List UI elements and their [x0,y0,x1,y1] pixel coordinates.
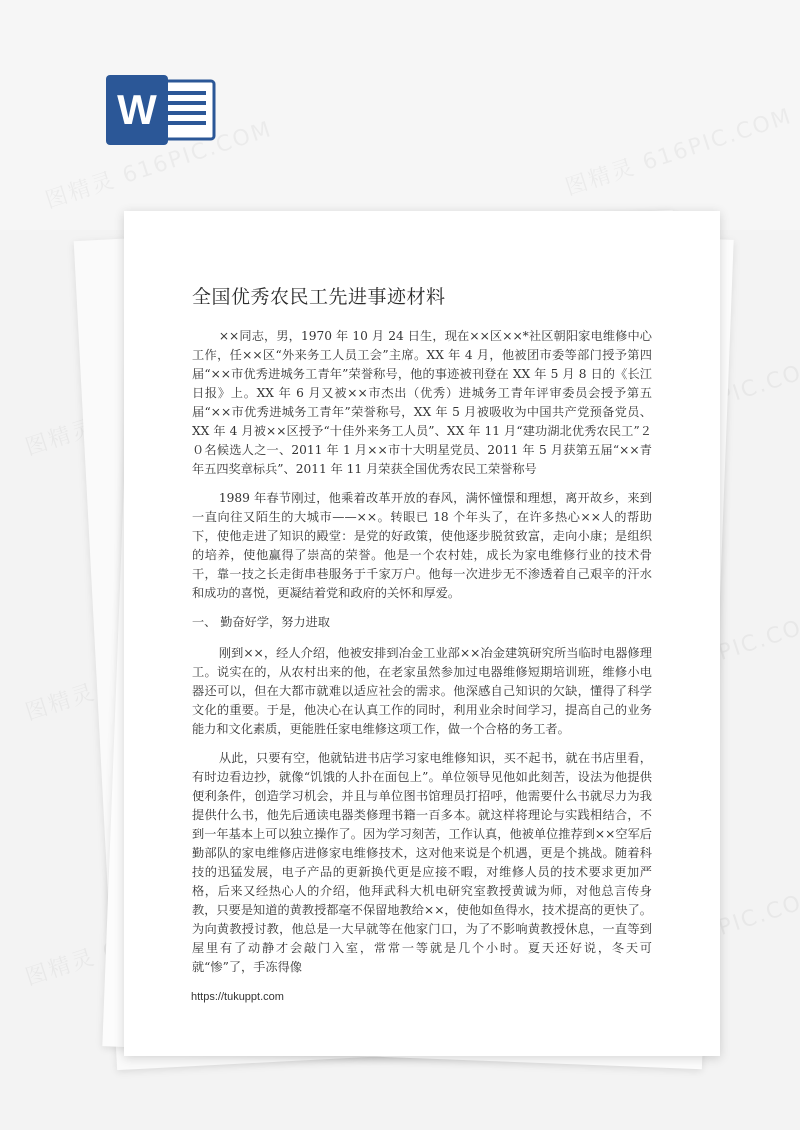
paragraph: 刚到××，经人介绍，他被安排到冶金工业部××冶金建筑研究所当临时电器修理工。说实在的，从农村出来的他，在老家虽然参加过电器维修短期培训班，维修小电器还可以，但在大都市就难以适应社会的需求。他深感自己知识的欠缺，懂得了科学文化的重要。于是，他决心在认真工作的同时，利用业余时间学习，提高自己的业务能力和文化素质，更能胜任家电维修这项工作，做一个合格的务工者。 [192,646,652,736]
footer-url[interactable]: https://tukuppt.com [191,991,284,1003]
document-title: 全国优秀农民工先进事迹材料 [192,286,446,308]
document-page [124,211,720,1056]
svg-text:W: W [117,86,157,133]
paragraph: 1989 年春节刚过，他乘着改革开放的春风，满怀憧憬和理想，离开故乡，来到一直向往又陌生的大城市——××。转眼已 18 个年头了，在许多热心××人的帮助下，使他走进了知识的殿堂：是党的好政策，使他逐步脱贫致富，走向小康；是组织的培养，使他赢得了崇高的荣誉。他是一个农村娃，成长为家电维修行业的技术骨干，靠一技之长走街串巷服务于千家万户。他每一次进步无不渗透着自己艰辛的汗水和成功的喜悦，更凝结着党和政府的关怀和厚爱。 [192,491,652,600]
section-heading: 一、 勤奋好学，努力进取 [192,615,330,629]
paragraph: ××同志，男，1970 年 10 月 24 日生，现在××区××*社区朝阳家电维修中心工作，任××区“外来务工人员工会”主席。XX 年 4 月，他被团市委等部门授予第四届“××市优秀进城务工青年”荣誉称号，他的事迹被刊登在 XX 年 5 月 8 日的《长江日报》上。XX 年 6 月又被××市杰出（优秀）进城务工青年评审委员会授予第五届“××市优秀进城务工青年”荣誉称号，XX 年 5 月被吸收为中国共产党预备党员、XX 年 4 月被××区授予“十佳外来务工人员”、XX 年 11 月“建功湖北优秀农民工”２０名候选人之一、2011 年 1 月××市十大明星党员、2011 年 5 月获第五届“××青年五四奖章标兵”、2011 年 11 月荣获全国优秀农民工荣誉称号 [192,329,652,476]
paragraph: 从此，只要有空，他就钻进书店学习家电维修知识，买不起书，就在书店里看，有时边看边抄，就像“饥饿的人扑在面包上”。单位领导见他如此刻苦，设法为他提供便利条件，创造学习机会，并且与单位图书馆理员打招呼，他需要什么书就尽力为我提供什么书，他先后通读电器类修理书籍一百多本。就这样将理论与实践相结合，不到一年基本上可以独立操作了。因为学习刻苦，工作认真，他被单位推荐到××空军后勤部队的家电维修店进修家电维修技术，这对他来说是个机遇，更是个挑战。随着科技的迅猛发展，电子产品的更新换代更是应接不暇，对维修人员的技术要求更加严格，后来又经热心人的介绍，他拜武科大机电研究室教授黄诚为师，对他总言传身教，只要是知道的黄教授都毫不保留地教给××，使他如鱼得水，技术提高的更快了。为向黄教授讨教，他总是一大早就等在他家门口，为了不影响黄教授休息，一直等到屋里有了动静才会敲门入室，常常一等就是几个小时。夏天还好说，冬天可就“惨”了，手冻得像 [192,751,652,974]
document-body [192,327,652,987]
